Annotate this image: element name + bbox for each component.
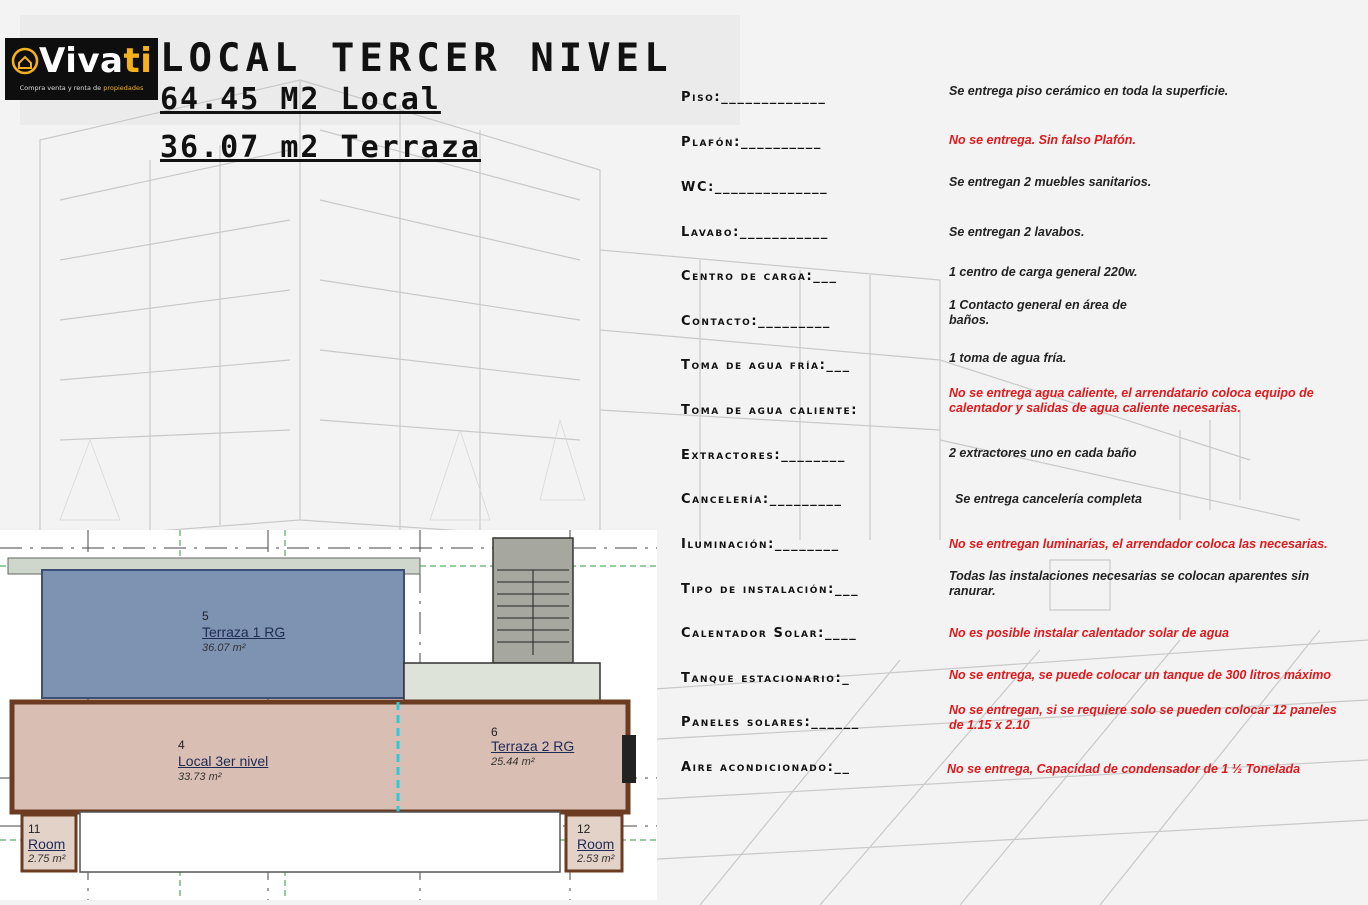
page-title: LOCAL TERCER NIVEL — [160, 36, 673, 81]
spec-value-iluminacion: No se entregan luminarias, el arrendador coloca las necesarias. — [949, 537, 1328, 551]
brand-tagline: Compra venta y renta de propiedades — [19, 84, 144, 92]
room-name-local: Local 3er nivel — [178, 753, 269, 769]
spec-value-tanque-estacionario: No se entrega, se puede colocar un tanque de 300 litros máximo — [949, 668, 1332, 682]
spec-label-agua-fria: Toma de agua fría:___ — [681, 358, 851, 373]
spec-label-paneles-solares: Paneles solares:______ — [681, 715, 860, 730]
local-area-heading: 64.45 M2 Local — [160, 82, 441, 117]
spec-value-centro-carga: 1 centro de carga general 220w. — [949, 265, 1138, 279]
room-area-11: 2.75 m² — [28, 853, 66, 865]
room-area-terraza-1: 36.07 m² — [202, 642, 246, 654]
spec-value-lavabo: Se entregan 2 lavabos. — [949, 225, 1085, 239]
room-name-terraza-1: Terraza 1 RG — [202, 624, 286, 640]
floor-plan — [0, 530, 657, 900]
terrace-area-heading: 36.07 m2 Terraza — [160, 130, 481, 165]
spec-value-paneles-solares: No se entregan, si se requiere solo se pueden colocar 12 paneles de 1.15 x 2.10 — [949, 703, 1337, 732]
room-number-12: 12 — [577, 822, 591, 836]
room-name-12: Room — [577, 836, 615, 852]
brand-logo — [5, 38, 158, 100]
spec-label-centro-carga: Centro de carga:___ — [681, 269, 838, 284]
spec-value-plafon: No se entrega. Sin falso Plafón. — [949, 133, 1136, 147]
spec-value-extractores: 2 extractores uno en cada baño — [949, 446, 1137, 460]
house-pin-icon — [11, 46, 41, 76]
spec-value-agua-fria: 1 toma de agua fría. — [949, 351, 1067, 365]
spec-value-aire-acondicionado: No se entrega, Capacidad de condensador de 1 ½ Tonelada — [947, 762, 1301, 776]
room-area-12: 2.53 m² — [577, 853, 615, 865]
spec-value-calentador-solar: No es posible instalar calentador solar de agua — [949, 626, 1229, 640]
room-number-terraza-2: 6 — [491, 725, 498, 739]
spec-label-iluminacion: Iluminación:________ — [681, 537, 840, 552]
room-name-terraza-2: Terraza 2 RG — [491, 738, 575, 754]
brand-name: Vivati — [39, 41, 153, 81]
room-area-local: 33.73 m² — [178, 771, 222, 783]
spec-label-extractores: Extractores:________ — [681, 448, 847, 463]
spec-value-tipo-instalacion: Todas las instalaciones necesarias se colocan aparentes sin ranurar. — [949, 569, 1310, 598]
room-number-terraza-1: 5 — [202, 609, 209, 623]
spec-label-tipo-instalacion: Tipo de instalación:___ — [681, 582, 860, 597]
room-name-11: Room — [28, 836, 66, 852]
room-number-11: 11 — [28, 822, 41, 836]
spec-value-piso: Se entrega piso cerámico en toda la superficie. — [949, 84, 1229, 98]
spec-label-canceleria: Cancelería:_________ — [681, 492, 843, 507]
spec-value-wc: Se entregan 2 muebles sanitarios. — [949, 175, 1152, 189]
spec-label-plafon: Plafón:__________ — [681, 135, 822, 150]
room-area-terraza-2: 25.44 m² — [491, 756, 535, 768]
spec-value-contacto: 1 Contacto general en área de baños. — [949, 298, 1127, 327]
spec-value-canceleria: Se entrega cancelería completa — [955, 492, 1142, 506]
spec-label-agua-caliente: Toma de agua caliente: — [681, 403, 859, 418]
spec-label-tanque-estacionario: Tanque estacionario:_ — [681, 671, 851, 686]
room-number-local: 4 — [178, 738, 185, 752]
floor-plan-drawing — [0, 530, 657, 900]
spec-label-calentador-solar: Calentador Solar:____ — [681, 626, 858, 641]
spec-value-agua-caliente: No se entrega agua caliente, el arrendatario coloca equipo de calentador y salidas de agua caliente necesarias. — [949, 386, 1314, 415]
spec-label-wc: WC:______________ — [681, 180, 829, 195]
spec-label-piso: Piso:_____________ — [681, 90, 827, 105]
spec-label-aire-acondicionado: Aire acondicionado:__ — [681, 760, 851, 775]
spec-label-lavabo: Lavabo:___________ — [681, 225, 829, 240]
spec-label-contacto: Contacto:_________ — [681, 314, 832, 329]
